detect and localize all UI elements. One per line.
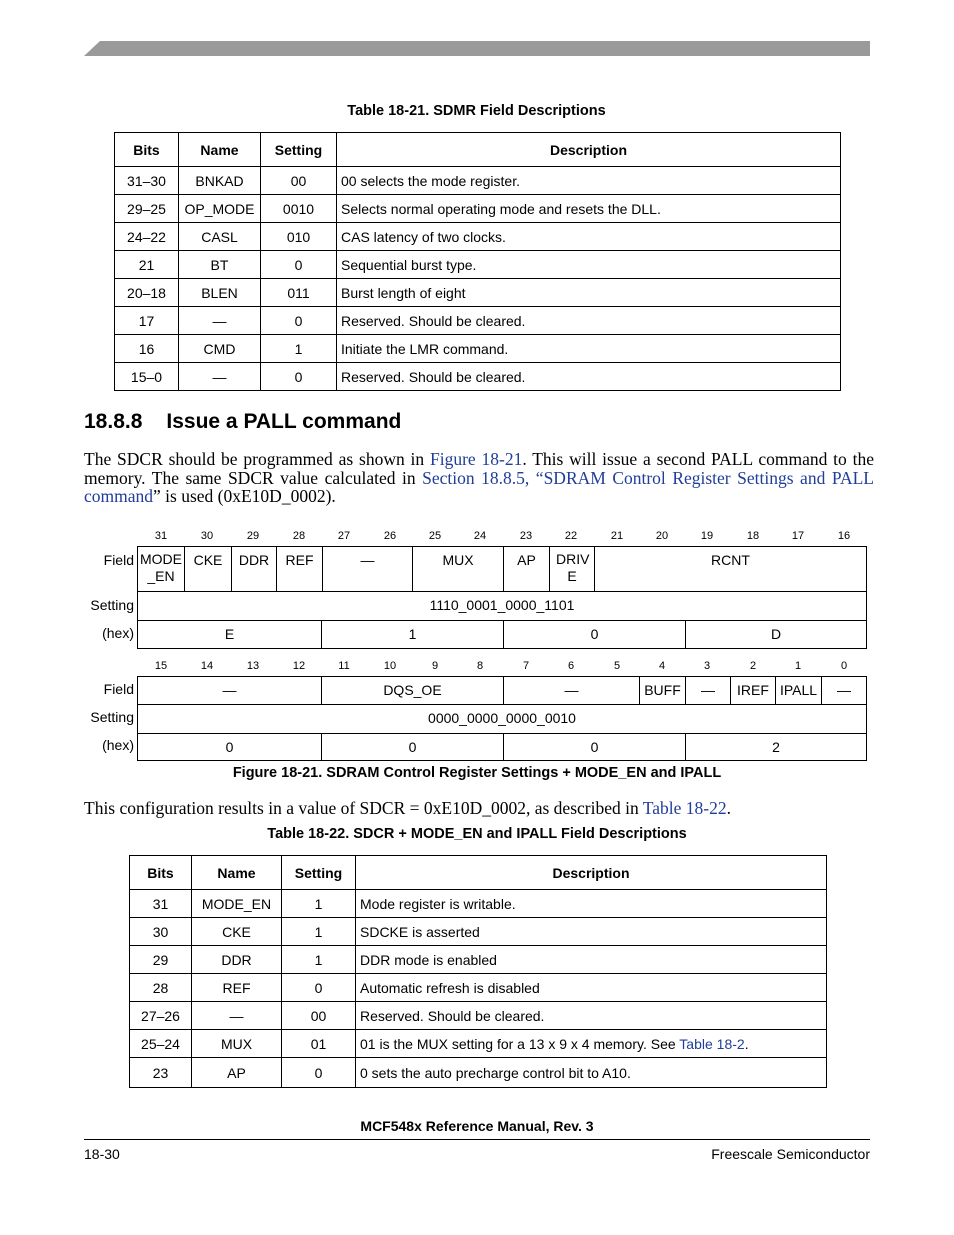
description-cell: Initiate the LMR command. [337, 335, 841, 363]
name-cell: AP [192, 1058, 282, 1088]
bit-number: 21 [610, 530, 624, 542]
bit-number: 1 [794, 660, 802, 672]
bits-cell: 29 [130, 946, 192, 974]
bits-cell: 31 [130, 890, 192, 918]
bit-number: 6 [567, 660, 575, 672]
field-reserved: — [322, 546, 413, 592]
setting-lower: 0000_0000_0000_0010 [137, 704, 867, 734]
bits-cell: 17 [115, 307, 179, 335]
hex-cell: E [137, 620, 322, 649]
setting-upper: 1110_0001_0000_1101 [137, 591, 867, 621]
bits-cell: 30 [130, 918, 192, 946]
row-label-hex: (hex) [102, 625, 134, 641]
bit-number: 20 [655, 530, 669, 542]
setting-cell: 010 [261, 223, 337, 251]
field-ipall: IPALL [775, 676, 822, 705]
name-cell: MUX [192, 1030, 282, 1058]
setting-cell: 0 [282, 974, 356, 1002]
hex-cell: D [685, 620, 867, 649]
paragraph-intro [84, 450, 874, 506]
footer-page-number: 18-30 [84, 1146, 120, 1162]
setting-cell: 1 [282, 918, 356, 946]
table-row [115, 223, 841, 251]
bit-number: 23 [519, 530, 533, 542]
setting-cell: 1 [282, 946, 356, 974]
setting-cell: 00 [261, 167, 337, 195]
section-link[interactable]: Section 18.8.5, “SDRAM Control Register Settings and PALL command [84, 467, 874, 506]
para1-text: ” is used (0xE10D_0002). [153, 486, 336, 506]
bit-number: 8 [476, 660, 484, 672]
description-cell: DDR mode is enabled [356, 946, 827, 974]
bits-cell: 20–18 [115, 279, 179, 307]
table-link[interactable]: Table 18-2 [679, 1035, 745, 1052]
field-ap: AP [503, 546, 550, 592]
name-cell: CMD [179, 335, 261, 363]
bit-number: 5 [613, 660, 621, 672]
table-row [130, 890, 827, 918]
sdcr-field-table [129, 855, 827, 1088]
bit-number: 22 [564, 530, 578, 542]
bit-number: 16 [837, 530, 851, 542]
bit-number: 9 [431, 660, 439, 672]
bit-number: 19 [700, 530, 714, 542]
field-dqs-oe: DQS_OE [321, 676, 504, 705]
table-row [130, 1030, 827, 1058]
bit-number: 7 [522, 660, 530, 672]
description-cell: Selects normal operating mode and resets the DLL. [337, 195, 841, 223]
bit-number: 31 [154, 530, 168, 542]
col-header: Bits [130, 856, 192, 890]
bits-cell: 23 [130, 1058, 192, 1088]
description-cell: Reserved. Should be cleared. [356, 1002, 827, 1030]
field-ddr: DDR [231, 546, 277, 592]
bit-number: 24 [473, 530, 487, 542]
setting-cell: 01 [282, 1030, 356, 1058]
field-reserved: — [685, 676, 731, 705]
table-row [130, 974, 827, 1002]
table-row [115, 307, 841, 335]
name-cell: REF [192, 974, 282, 1002]
description-cell: Reserved. Should be cleared. [337, 307, 841, 335]
table-link[interactable]: Table 18-22 [642, 798, 727, 818]
field-ref: REF [276, 546, 323, 592]
setting-cell: 1 [261, 335, 337, 363]
table-row [115, 279, 841, 307]
bit-number: 17 [791, 530, 805, 542]
bits-cell: 24–22 [115, 223, 179, 251]
setting-cell: 0 [282, 1058, 356, 1088]
col-header: Setting [282, 856, 356, 890]
bits-cell: 25–24 [130, 1030, 192, 1058]
bit-number: 13 [246, 660, 260, 672]
hex-cell: 0 [137, 733, 322, 761]
row-label-field: Field [103, 552, 134, 568]
bit-number: 27 [337, 530, 351, 542]
bits-cell: 27–26 [130, 1002, 192, 1030]
hex-cell: 0 [321, 733, 504, 761]
bit-number: 15 [154, 660, 168, 672]
name-cell: DDR [192, 946, 282, 974]
setting-cell: 0 [261, 307, 337, 335]
field-iref: IREF [730, 676, 776, 705]
name-cell: CASL [179, 223, 261, 251]
description-cell: Reserved. Should be cleared. [337, 363, 841, 391]
table-row [130, 1002, 827, 1030]
bits-cell: 31–30 [115, 167, 179, 195]
setting-cell: 0 [261, 251, 337, 279]
name-cell: CKE [192, 918, 282, 946]
description-cell: Burst length of eight [337, 279, 841, 307]
bit-number: 0 [840, 660, 848, 672]
description-cell: 0 sets the auto precharge control bit to A10. [356, 1058, 827, 1088]
bit-number: 18 [746, 530, 760, 542]
description-cell: Mode register is writable. [356, 890, 827, 918]
description-cell [356, 1030, 827, 1058]
row-label-hex: (hex) [102, 737, 134, 753]
field-reserved: — [821, 676, 867, 705]
hex-cell: 0 [503, 620, 686, 649]
table-row [130, 918, 827, 946]
bits-cell: 15–0 [115, 363, 179, 391]
para2-text: . [726, 798, 731, 818]
section-title: Issue a PALL command [166, 410, 402, 433]
sdmr-field-table [114, 132, 841, 391]
hex-cell: 1 [321, 620, 504, 649]
row-label-setting: Setting [90, 709, 134, 725]
row-label-field: Field [103, 681, 134, 697]
para2-text: This configuration results in a value of SDCR = 0xE10D_0002, as described in [84, 798, 643, 818]
table-row [115, 195, 841, 223]
name-cell: OP_MODE [179, 195, 261, 223]
table-header-row [130, 856, 827, 890]
bits-cell: 21 [115, 251, 179, 279]
table-row [130, 1058, 827, 1088]
field-rcnt: RCNT [594, 546, 867, 592]
bits-cell: 28 [130, 974, 192, 1002]
table-row [115, 251, 841, 279]
bits-cell: 29–25 [115, 195, 179, 223]
table-row [115, 335, 841, 363]
description-text: . [744, 1035, 749, 1052]
footer-rule [84, 1139, 870, 1140]
name-cell: — [179, 363, 261, 391]
bit-number: 4 [658, 660, 666, 672]
figure-caption: Figure 18-21. SDRAM Control Register Settings + MODE_EN and IPALL [232, 765, 722, 781]
bit-number: 29 [246, 530, 260, 542]
bits-cell: 16 [115, 335, 179, 363]
footer-manual-title: MCF548x Reference Manual, Rev. 3 [360, 1118, 594, 1134]
section-number: 18.8.8 [84, 410, 143, 433]
field-mode-en: MODE _EN [137, 546, 185, 592]
col-header: Name [179, 133, 261, 167]
description-cell: CAS latency of two clocks. [337, 223, 841, 251]
row-label-setting: Setting [90, 597, 134, 613]
description-cell: Sequential burst type. [337, 251, 841, 279]
figure-link[interactable]: Figure 18-21 [429, 449, 523, 469]
table-row [115, 363, 841, 391]
footer-company: Freescale Semiconductor [711, 1146, 870, 1162]
table-row [115, 167, 841, 195]
bit-number: 11 [338, 660, 350, 672]
setting-cell: 0 [261, 363, 337, 391]
name-cell: — [179, 307, 261, 335]
table2-caption: Table 18-22. SDCR + MODE_EN and IPALL Field Descriptions [267, 826, 687, 842]
field-mux: MUX [412, 546, 504, 592]
name-cell: MODE_EN [192, 890, 282, 918]
col-header: Description [356, 856, 827, 890]
bit-number: 3 [703, 660, 711, 672]
description-text: 01 is the MUX setting for a 13 x 9 x 4 memory. See [360, 1035, 680, 1052]
header-bar [84, 41, 870, 57]
name-cell: — [192, 1002, 282, 1030]
name-cell: BT [179, 251, 261, 279]
bit-number: 14 [200, 660, 214, 672]
setting-cell: 00 [282, 1002, 356, 1030]
field-cke: CKE [184, 546, 232, 592]
bit-number: 26 [383, 530, 397, 542]
name-cell: BLEN [179, 279, 261, 307]
table-header-row [115, 133, 841, 167]
col-header: Setting [261, 133, 337, 167]
bit-number: 30 [200, 530, 214, 542]
bit-number: 25 [428, 530, 442, 542]
setting-cell: 011 [261, 279, 337, 307]
col-header: Bits [115, 133, 179, 167]
bit-number: 10 [383, 660, 397, 672]
setting-cell: 1 [282, 890, 356, 918]
hex-cell: 0 [503, 733, 686, 761]
field-reserved: — [503, 676, 640, 705]
section-heading [84, 410, 401, 434]
hex-cell: 2 [685, 733, 867, 761]
para1-text: The SDCR should be programmed as shown in [84, 449, 430, 469]
bit-number: 2 [749, 660, 757, 672]
field-reserved: — [137, 676, 322, 705]
bit-number: 28 [292, 530, 306, 542]
setting-cell: 0010 [261, 195, 337, 223]
field-drive: DRIV E [549, 546, 595, 592]
description-cell: SDCKE is asserted [356, 918, 827, 946]
para1-text: . This will issue a second PALL command to the memory. The same SDCR value calculated in [84, 449, 874, 488]
description-cell: Automatic refresh is disabled [356, 974, 827, 1002]
table1-caption: Table 18-21. SDMR Field Descriptions [347, 103, 606, 119]
bit-number: 12 [292, 660, 306, 672]
paragraph-config [84, 799, 874, 818]
table-row [130, 946, 827, 974]
field-buff: BUFF [639, 676, 686, 705]
col-header: Name [192, 856, 282, 890]
col-header: Description [337, 133, 841, 167]
description-cell: 00 selects the mode register. [337, 167, 841, 195]
name-cell: BNKAD [179, 167, 261, 195]
